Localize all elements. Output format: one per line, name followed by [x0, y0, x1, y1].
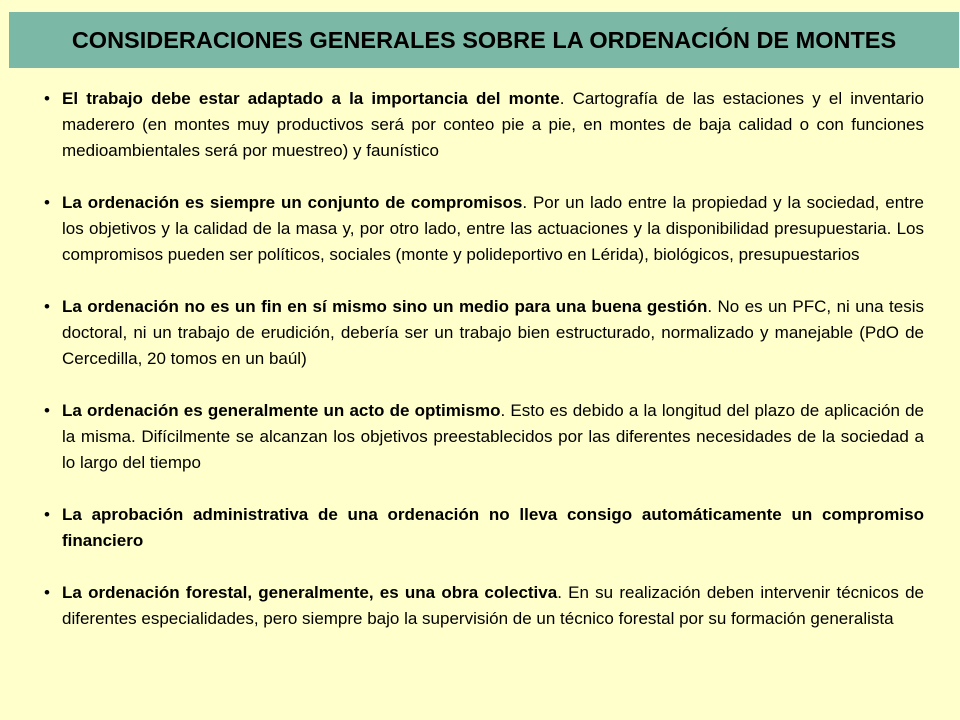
bullet-dot: •: [44, 401, 50, 420]
title-bar: [9, 12, 959, 68]
bullet-heading: La ordenación forestal, generalmente, es una obra colectiva: [62, 583, 558, 602]
bullet-text: . Por un lado entre la propiedad y la sociedad, entre los objetivos y la calidad de la masa y, por otro lado, entre las actuaciones y la disponibilidad presupuestaria. Los compromisos pueden ser políticos, sociales (monte y polideportivo en Lérida), biológicos, presupuestarios: [62, 193, 924, 264]
bullet-text: . Esto es debido a la longitud del plazo de aplicación de la misma. Difícilmente se alcanzan los objetivos preestablecidos por las diferentes necesidades de la sociedad a lo largo del tiempo: [62, 401, 924, 472]
list-item: [44, 294, 924, 372]
bullet-heading: El trabajo debe estar adaptado a la importancia del monte: [62, 89, 560, 108]
list-item: [44, 398, 924, 476]
bullet-dot: •: [44, 89, 50, 108]
bullet-text: . Cartografía de las estaciones y el inventario maderero (en montes muy productivos será por conteo pie a pie, en montes de baja calidad o con funciones medioambientales será por muestreo) y faunístico: [62, 89, 924, 160]
bullet-dot: •: [44, 505, 50, 524]
bullet-dot: •: [44, 583, 50, 602]
list-item: [44, 580, 924, 632]
bullet-list: [44, 86, 924, 658]
list-item: [44, 86, 924, 164]
bullet-text: . En su realización deben intervenir técnicos de diferentes especialidades, pero siempre bajo la supervisión de un técnico forestal por su formación generalista: [62, 583, 924, 628]
bullet-text: . No es un PFC, ni una tesis doctoral, ni un trabajo de erudición, debería ser un trabajo bien estructurado, normalizado y manejable (PdO de Cercedilla, 20 tomos en un baúl): [62, 297, 924, 368]
bullet-heading: La ordenación es siempre un conjunto de compromisos: [62, 193, 523, 212]
bullet-heading: La ordenación es generalmente un acto de optimismo: [62, 401, 501, 420]
list-item: [44, 502, 924, 554]
bullet-dot: •: [44, 297, 50, 316]
bullet-heading: La ordenación no es un fin en sí mismo sino un medio para una buena gestión: [62, 297, 708, 316]
bullet-heading: La aprobación administrativa de una ordenación no lleva consigo automáticamente un compromiso financiero: [62, 505, 924, 550]
page-title: CONSIDERACIONES GENERALES SOBRE LA ORDENACIÓN DE MONTES: [71, 26, 897, 53]
bullet-dot: •: [44, 193, 50, 212]
list-item: [44, 190, 924, 268]
